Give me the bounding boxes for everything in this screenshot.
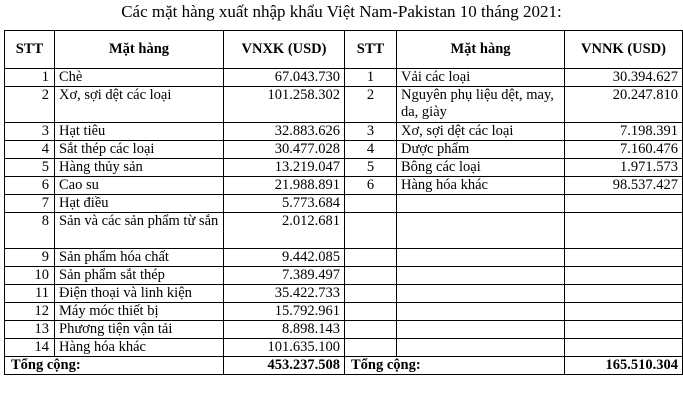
empty-cell xyxy=(397,267,565,285)
export-stt: 1 xyxy=(5,69,55,87)
empty-cell xyxy=(565,285,683,303)
import-stt: 5 xyxy=(345,159,397,177)
table-row xyxy=(5,303,683,321)
table-row xyxy=(5,177,683,195)
import-item: Bông các loại xyxy=(397,159,565,177)
total-row xyxy=(5,357,683,375)
header-row xyxy=(5,31,683,69)
empty-cell xyxy=(397,285,565,303)
export-item: Chè xyxy=(55,69,224,87)
empty-cell xyxy=(345,267,397,285)
empty-cell xyxy=(565,249,683,267)
export-stt: 6 xyxy=(5,177,55,195)
export-item: Sản và các sản phẩm từ sắn xyxy=(55,213,224,249)
empty-cell xyxy=(565,195,683,213)
export-stt: 10 xyxy=(5,267,55,285)
header-value-import: VNNK (USD) xyxy=(565,31,683,69)
header-item-import: Mặt hàng xyxy=(397,31,565,69)
export-value: 7.389.497 xyxy=(224,267,345,285)
import-value: 30.394.627 xyxy=(565,69,683,87)
table-row xyxy=(5,321,683,339)
export-stt: 5 xyxy=(5,159,55,177)
empty-cell xyxy=(397,303,565,321)
header-item-export: Mặt hàng xyxy=(55,31,224,69)
trade-table xyxy=(4,30,683,375)
export-stt: 3 xyxy=(5,123,55,141)
export-value: 9.442.085 xyxy=(224,249,345,267)
import-stt: 6 xyxy=(345,177,397,195)
empty-cell xyxy=(565,303,683,321)
empty-cell xyxy=(345,213,397,249)
export-value: 35.422.733 xyxy=(224,285,345,303)
table-row xyxy=(5,285,683,303)
import-item: Hàng hóa khác xyxy=(397,177,565,195)
empty-cell xyxy=(345,321,397,339)
table-body xyxy=(5,69,683,375)
export-stt: 14 xyxy=(5,339,55,357)
import-value: 20.247.810 xyxy=(565,87,683,123)
export-value: 101.258.302 xyxy=(224,87,345,123)
empty-cell xyxy=(565,321,683,339)
export-item: Xơ, sợi dệt các loại xyxy=(55,87,224,123)
table-row xyxy=(5,123,683,141)
empty-cell xyxy=(345,285,397,303)
import-item: Xơ, sợi dệt các loại xyxy=(397,123,565,141)
export-item: Phương tiện vận tải xyxy=(55,321,224,339)
export-value: 30.477.028 xyxy=(224,141,345,159)
table-row xyxy=(5,159,683,177)
table-row xyxy=(5,213,683,249)
import-value: 98.537.427 xyxy=(565,177,683,195)
export-item: Sắt thép các loại xyxy=(55,141,224,159)
header-stt-export: STT xyxy=(5,31,55,69)
empty-cell xyxy=(397,249,565,267)
import-item: Nguyên phụ liệu dệt, may, da, giày xyxy=(397,87,565,123)
empty-cell xyxy=(397,195,565,213)
export-value: 32.883.626 xyxy=(224,123,345,141)
export-stt: 11 xyxy=(5,285,55,303)
table-row xyxy=(5,69,683,87)
import-stt: 1 xyxy=(345,69,397,87)
import-value: 1.971.573 xyxy=(565,159,683,177)
export-value: 67.043.730 xyxy=(224,69,345,87)
export-item: Máy móc thiết bị xyxy=(55,303,224,321)
export-value: 21.988.891 xyxy=(224,177,345,195)
import-value: 7.160.476 xyxy=(565,141,683,159)
empty-cell xyxy=(397,339,565,357)
export-stt: 13 xyxy=(5,321,55,339)
export-stt: 9 xyxy=(5,249,55,267)
export-item: Hàng thủy sản xyxy=(55,159,224,177)
empty-cell xyxy=(565,213,683,249)
total-label-export: Tổng cộng: xyxy=(5,357,224,375)
export-item: Hạt điều xyxy=(55,195,224,213)
import-item: Vải các loại xyxy=(397,69,565,87)
total-label-import: Tổng cộng: xyxy=(345,357,565,375)
table-row xyxy=(5,195,683,213)
total-value-import: 165.510.304 xyxy=(565,357,683,375)
export-item: Sản phẩm sắt thép xyxy=(55,267,224,285)
import-stt: 2 xyxy=(345,87,397,123)
empty-cell xyxy=(345,249,397,267)
empty-cell xyxy=(345,339,397,357)
header-stt-import: STT xyxy=(345,31,397,69)
export-value: 5.773.684 xyxy=(224,195,345,213)
table-row xyxy=(5,339,683,357)
export-stt: 12 xyxy=(5,303,55,321)
empty-cell xyxy=(565,267,683,285)
table-row xyxy=(5,249,683,267)
export-value: 101.635.100 xyxy=(224,339,345,357)
import-value: 7.198.391 xyxy=(565,123,683,141)
empty-cell xyxy=(397,213,565,249)
import-stt: 3 xyxy=(345,123,397,141)
table-row xyxy=(5,267,683,285)
export-value: 2.012.681 xyxy=(224,213,345,249)
export-stt: 7 xyxy=(5,195,55,213)
export-item: Hàng hóa khác xyxy=(55,339,224,357)
empty-cell xyxy=(345,303,397,321)
empty-cell xyxy=(345,195,397,213)
export-stt: 2 xyxy=(5,87,55,123)
empty-cell xyxy=(397,321,565,339)
export-item: Điện thoại và linh kiện xyxy=(55,285,224,303)
export-value: 8.898.143 xyxy=(224,321,345,339)
export-item: Cao su xyxy=(55,177,224,195)
export-value: 15.792.961 xyxy=(224,303,345,321)
empty-cell xyxy=(565,339,683,357)
header-value-export: VNXK (USD) xyxy=(224,31,345,69)
table-row xyxy=(5,87,683,123)
export-stt: 4 xyxy=(5,141,55,159)
export-item: Sản phẩm hóa chất xyxy=(55,249,224,267)
export-item: Hạt tiêu xyxy=(55,123,224,141)
export-value: 13.219.047 xyxy=(224,159,345,177)
total-value-export: 453.237.508 xyxy=(224,357,345,375)
table-title: Các mặt hàng xuất nhập khẩu Việt Nam-Pakistan 10 tháng 2021: xyxy=(121,2,562,21)
import-stt: 4 xyxy=(345,141,397,159)
table-row xyxy=(5,141,683,159)
export-stt: 8 xyxy=(5,213,55,249)
import-item: Dược phẩm xyxy=(397,141,565,159)
